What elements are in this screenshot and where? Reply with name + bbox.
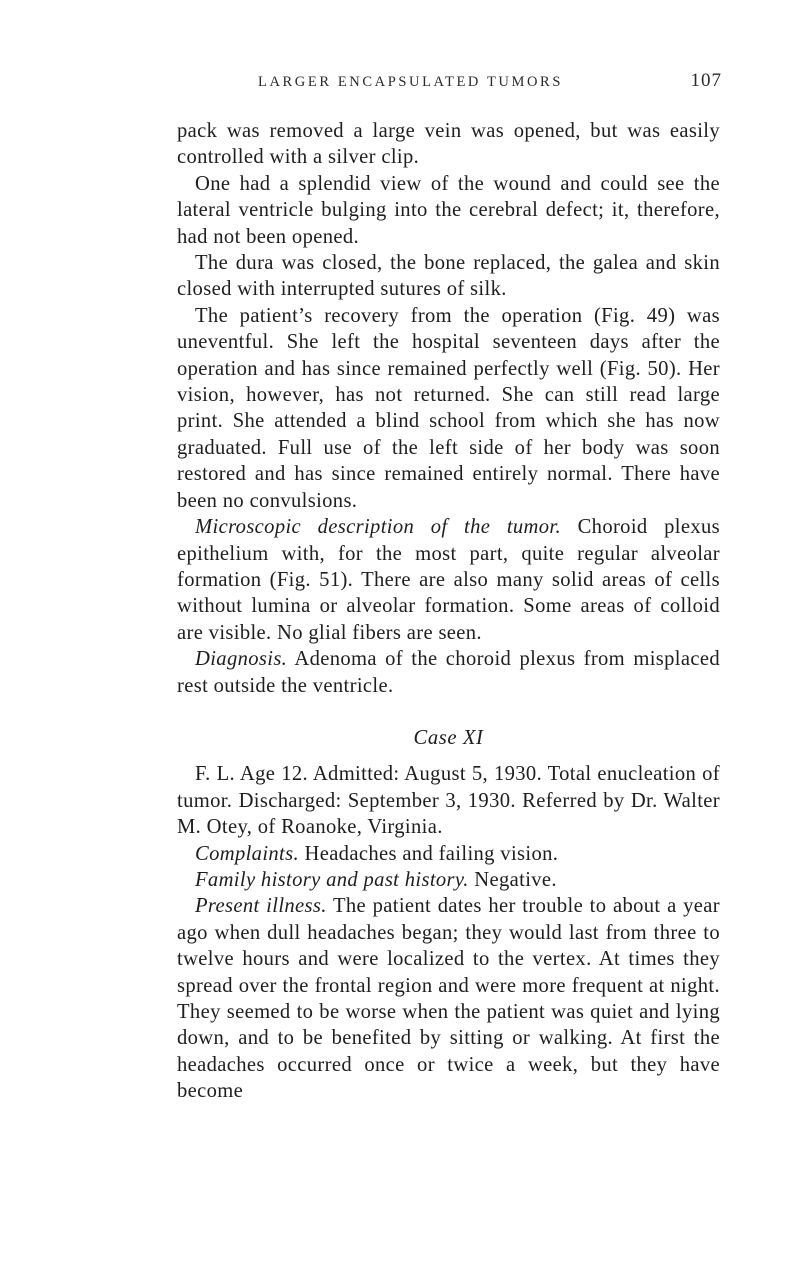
present-illness-label: Present illness.	[195, 895, 327, 918]
complaints-text: Headaches and failing vision.	[298, 842, 559, 865]
paragraph-2: One had a splendid view of the wound and could see the lateral ventricle bulging into the cerebral defect; it, therefore, had not been opened.	[177, 172, 720, 248]
paragraph-complaints	[177, 841, 720, 867]
paragraph-case-summary: F. L. Age 12. Admitted: August 5, 1930. Total enucleation of tumor. Discharged: September 3, 1930. Referred by Dr. Walter M. Otey, of Roanoke, Virginia.	[177, 763, 720, 839]
family-history-label: Family history and past history.	[195, 868, 469, 891]
family-history-text: Negative.	[468, 868, 557, 891]
microscopic-description-label: Microscopic description of the tumor.	[195, 516, 561, 539]
paragraph-diagnosis	[177, 646, 720, 699]
page-number: 107	[690, 70, 722, 91]
diagnosis-text: Adenoma of the choroid plexus from misplaced rest outside the ventricle.	[177, 648, 720, 697]
paragraph-present-illness	[177, 893, 720, 1104]
present-illness-text: The patient dates her trouble to about a year ago when dull headaches began; they would last from three to twelve hours and were localized to the vertex. At times they spread over the frontal region and were more frequent at night. They seemed to be worse when the patient was quiet and lying down, and to be benefited by sitting or walking. At first the headaches occurred once or twice a week, but they have become	[177, 895, 720, 1103]
case-heading: Case XI	[413, 726, 484, 749]
microscopic-description-text: Choroid plexus epithelium with, for the most part, quite regular alveolar formation (Fig. 51). There are also many solid areas of cells without lumina or alveolar formation. Some areas of colloid are visible. No glial fibers are seen.	[177, 516, 720, 644]
complaints-label: Complaints.	[195, 842, 299, 865]
running-head: LARGER ENCAPSULATED TUMORS	[258, 74, 563, 90]
paragraph-1: pack was removed a large vein was opened, but was easily controlled with a silver clip.	[177, 120, 720, 169]
paragraph-4: The patient’s recovery from the operation (Fig. 49) was uneventful. She left the hospital seventeen days after the operation and has since remained perfectly well (Fig. 50). Her vision, however, has not returned. She can still read large print. She attended a blind school from which she has now graduated. Full use of the left side of her body was soon restored and has since remained entirely normal. There have been no convulsions.	[177, 304, 720, 512]
paragraph-3: The dura was closed, the bone replaced, the galea and skin closed with interrupted sutures of silk.	[177, 252, 720, 301]
body-text	[177, 118, 720, 1105]
paragraph-family-history	[177, 867, 720, 893]
diagnosis-label: Diagnosis.	[195, 648, 288, 671]
paragraph-microscopic-description	[177, 514, 720, 646]
